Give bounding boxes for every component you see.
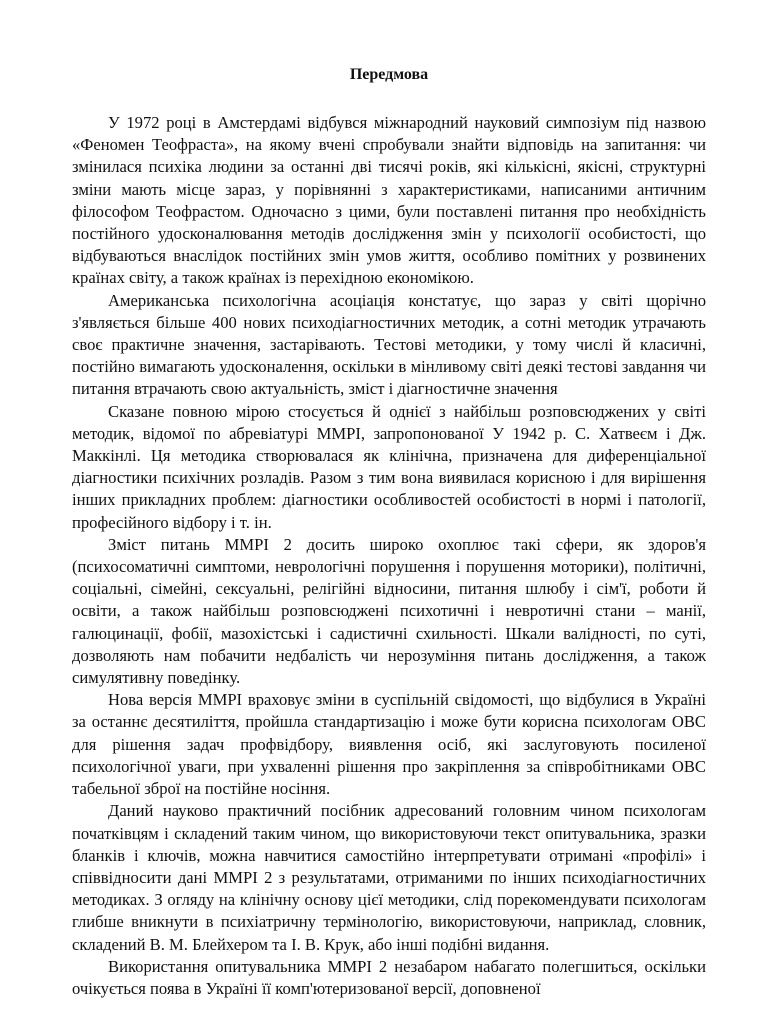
paragraph-3: Сказане повною мірою стосується й однієї з найбільш розповсюджених у світі методик, відомої по абревіатурі ММРІ, запропонованої У 1942 р. С. Хатвеєм і Дж. Маккінлі. Ця методика створювалася як клінічна, призначена для диференціальної діагностики психічних розладів. Разом з тим вона виявилася корисною і для вирішення інших прикладних проблем: діагностики особливостей особистості в нормі і патології, професійного відбору і т. ін. <box>72 401 706 532</box>
document-page <box>72 62 706 1002</box>
paragraph-5: Нова версія ММРІ враховує зміни в суспільній свідомості, що відбулися в Україні за останнє десятиліття, пройшла стандартизацію і може бути корисна психологам ОВС для рішення задач профвідбору, виявлення осіб, які заслуговують посиленої психологічної уваги, при ухваленні рішення про закріплення за співробітниками ОВС табельної зброї на постійне носіння. <box>72 690 706 799</box>
paragraph-4: Зміст питань ММРІ 2 досить широко охоплює такі сфери, як здоров'я (психосоматичні симптоми, неврологічні порушення і порушення моторики), політичні, соціальні, сімейні, сексуальні, релігійні відносини, питання шлюбу і сім'ї, роботи й освіти, а також найбільш розповсюджені психотичні і невротичні стани – манії, галюцинації, фобії, мазохістські і садистичні схильності. Шкали валідності, по суті, дозволяють нам побачити недбалість чи нерозуміння питань дослідження, а також симулятивну поведінку. <box>72 534 706 688</box>
paragraph-7: Використання опитувальника ММРІ 2 незабаром набагато полегшиться, оскільки очікується поява в Україні її комп'ютеризованої версії, доповненої <box>72 956 706 998</box>
paragraph-2: Американська психологічна асоціація констатує, що зараз у світі щорічно з'являється більше 400 нових психодіагностичних методик, а сотні методик утрачають своє практичне значення, застарівають. Тестові методики, у тому числі й класичні, постійно вимагають удосконалення, оскільки в мінливому світі деякі тестові завдання чи питання втрачають свою актуальність, зміст і діагностичне значення <box>72 290 706 399</box>
paragraph-1: У 1972 році в Амстердамі відбувся міжнародний науковий симпозіум під назвою «Феномен Теофраста», на якому вчені спробували знайти відповідь на запитання: чи змінилася психіка людини за останні дві тисячі років, які кількісні, якісні, структурні зміни мають місце зараз, у порівнянні з характеристиками, написаними античним філософом Теофрастом. Одночасно з цими, були поставлені питання про необхідність постійного удосконалювання методів дослідження змін у психології особистості, що відбуваються внаслідок постійних змін умов життя, особливо помітних у розвинених країнах світу, а також країнах із перехідною економікою. <box>72 113 706 288</box>
page-title: Передмова <box>349 66 429 83</box>
paragraph-6: Даний науково практичний посібник адресований головним чином психологам початківцям і складений таким чином, що використовуючи текст опитувальника, зразки бланків і ключів, можна навчитися самостійно інтерпретувати отримані «профілі» і співвідносити дані ММРІ 2 з результатами, отриманими по інших психодіагностичних методиках. З огляду на клінічну основу цієї методики, слід порекомендувати психологам глибше вникнути в психіатричну термінологію, використовуючи, наприклад, словник, складений В. М. Блейхером та І. В. Крук, або інші подібні видання. <box>72 801 706 954</box>
